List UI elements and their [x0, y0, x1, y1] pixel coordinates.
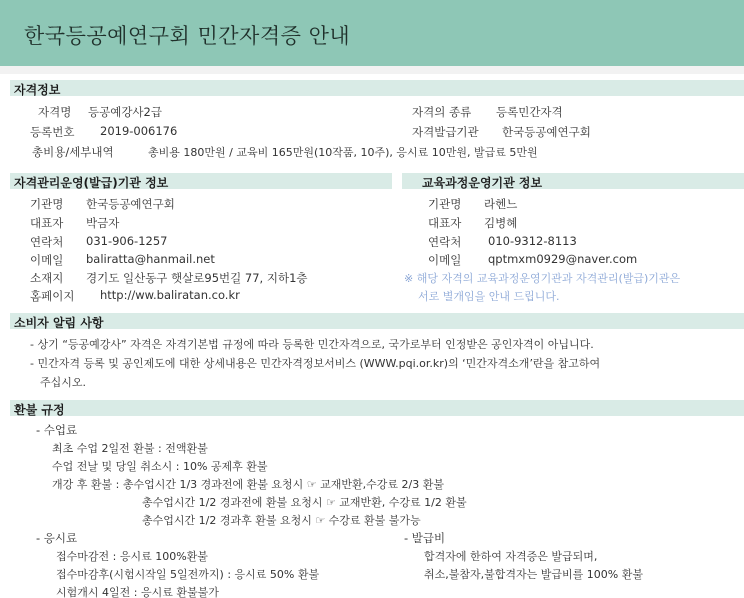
edu-org-name-label: 기관명	[428, 197, 462, 211]
refund-exam-title: - 응시료	[36, 531, 78, 545]
consumer-section-title: 소비자 알림 사항	[14, 316, 104, 330]
edu-org-note-line1: ※ 해당 자격의 교육과정운영기관과 자격관리(발급)기관은	[404, 272, 681, 285]
qualification-issuer-label: 자격발급기관	[412, 125, 479, 139]
edu-org-phone-value: 010-9312-8113	[488, 234, 577, 248]
mgmt-org-address-label: 소재지	[30, 271, 64, 285]
edu-org-note-line2: 서로 별개임을 안내 드립니다.	[418, 290, 560, 303]
qualification-type-value: 등록민간자격	[496, 105, 563, 119]
mgmt-org-rep-value: 박금자	[86, 216, 120, 230]
mgmt-org-homepage-value: http://ww.baliratan.co.kr	[100, 288, 240, 302]
edu-org-email-value: qptmxm0929@naver.com	[488, 252, 638, 266]
refund-section-title: 환불 규정	[14, 403, 65, 417]
refund-issue-line2: 취소,불참자,불합격자는 발급비를 100% 환불	[424, 568, 643, 581]
refund-exam-line1: 접수마감전 : 응시료 100%환불	[56, 550, 208, 563]
page-title: 한국등공예연구회 민간자격증 안내	[24, 24, 351, 48]
mgmt-org-name-value: 한국등공예연구회	[86, 197, 175, 211]
mgmt-org-address-value: 경기도 일산동구 햇살로95번길 77, 지하1층	[86, 271, 308, 285]
qualification-cost-label: 총비용/세부내역	[32, 145, 114, 159]
refund-issue-title: - 발급비	[404, 531, 446, 545]
refund-tuition-title: - 수업료	[36, 423, 78, 437]
refund-section-bar	[10, 400, 744, 416]
refund-tuition-line3: 개강 후 환불 : 총수업시간 1/3 경과전에 환불 요청시 ☞ 교재반환,수강료 2/3 환불	[52, 478, 444, 491]
consumer-notice-line1: - 상기 “등공예강사” 자격은 자격기본법 규정에 따라 등록한 민간자격으로, 국가로부터 인정받은 공인자격이 아닙니다.	[30, 338, 594, 351]
edu-org-email-label: 이메일	[428, 253, 462, 267]
refund-tuition-line2: 수업 전날 및 당일 취소시 : 10% 공제후 환불	[52, 460, 268, 473]
qualification-cost-value: 총비용 180만원 / 교육비 165만원(10작품, 10주), 응시료 10만원, 발급료 5만원	[148, 146, 538, 159]
edu-org-phone-label: 연락처	[428, 235, 462, 249]
qualification-issuer-value: 한국등공예연구회	[502, 125, 591, 139]
consumer-notice-line2: - 민간자격 등록 및 공인제도에 대한 상세내용은 민간자격정보서비스 (WWW.pqi.or.kr)의 ‘민간자격소개’란을 참고하여	[30, 357, 601, 370]
mgmt-org-homepage-label: 홈페이지	[30, 289, 75, 303]
qualification-name-value: 등공예강사2급	[88, 105, 162, 119]
mgmt-org-phone-label: 연락처	[30, 235, 64, 249]
edu-org-rep-value: 김병혜	[484, 216, 518, 230]
mgmt-org-email-label: 이메일	[30, 253, 64, 267]
mgmt-org-rep-label: 대표자	[30, 216, 64, 230]
refund-exam-line2: 접수마감후(시험시작일 5일전까지) : 응시료 50% 환불	[56, 568, 320, 581]
qualification-section-title: 자격정보	[14, 83, 61, 97]
refund-tuition-line4: 총수업시간 1/2 경과전에 환불 요청시 ☞ 교재반환, 수강료 1/2 환불	[142, 496, 467, 509]
qualification-regno-value: 2019-006176	[100, 124, 178, 138]
mgmt-org-email-value: baliratta@hanmail.net	[86, 252, 215, 266]
consumer-section-bar	[10, 313, 744, 329]
consumer-notice-line3: 주십시오.	[40, 376, 87, 389]
refund-tuition-line1: 최초 수업 2일전 환불 : 전액환불	[52, 442, 208, 455]
edu-org-rep-label: 대표자	[428, 216, 462, 230]
mgmt-org-name-label: 기관명	[30, 197, 64, 211]
qualification-type-label: 자격의 종류	[412, 105, 472, 119]
edu-org-name-value: 라헨느	[484, 197, 518, 211]
mgmt-org-section-title: 자격관리운영(발급)기관 정보	[14, 176, 169, 190]
qualification-section-bar	[10, 80, 744, 96]
refund-issue-line1: 합격자에 한하여 자격증은 발급되며,	[424, 550, 598, 563]
refund-exam-line3: 시험개시 4일전 : 응시료 환불불가	[56, 586, 219, 598]
mgmt-org-phone-value: 031-906-1257	[86, 234, 168, 248]
edu-org-section-title: 교육과정운영기관 정보	[422, 176, 543, 190]
header-divider	[0, 66, 744, 74]
qualification-regno-label: 등록번호	[30, 125, 75, 139]
refund-tuition-line5: 총수업시간 1/2 경과후 환불 요청시 ☞ 수강료 환불 불가능	[142, 514, 421, 527]
qualification-name-label: 자격명	[38, 105, 72, 119]
